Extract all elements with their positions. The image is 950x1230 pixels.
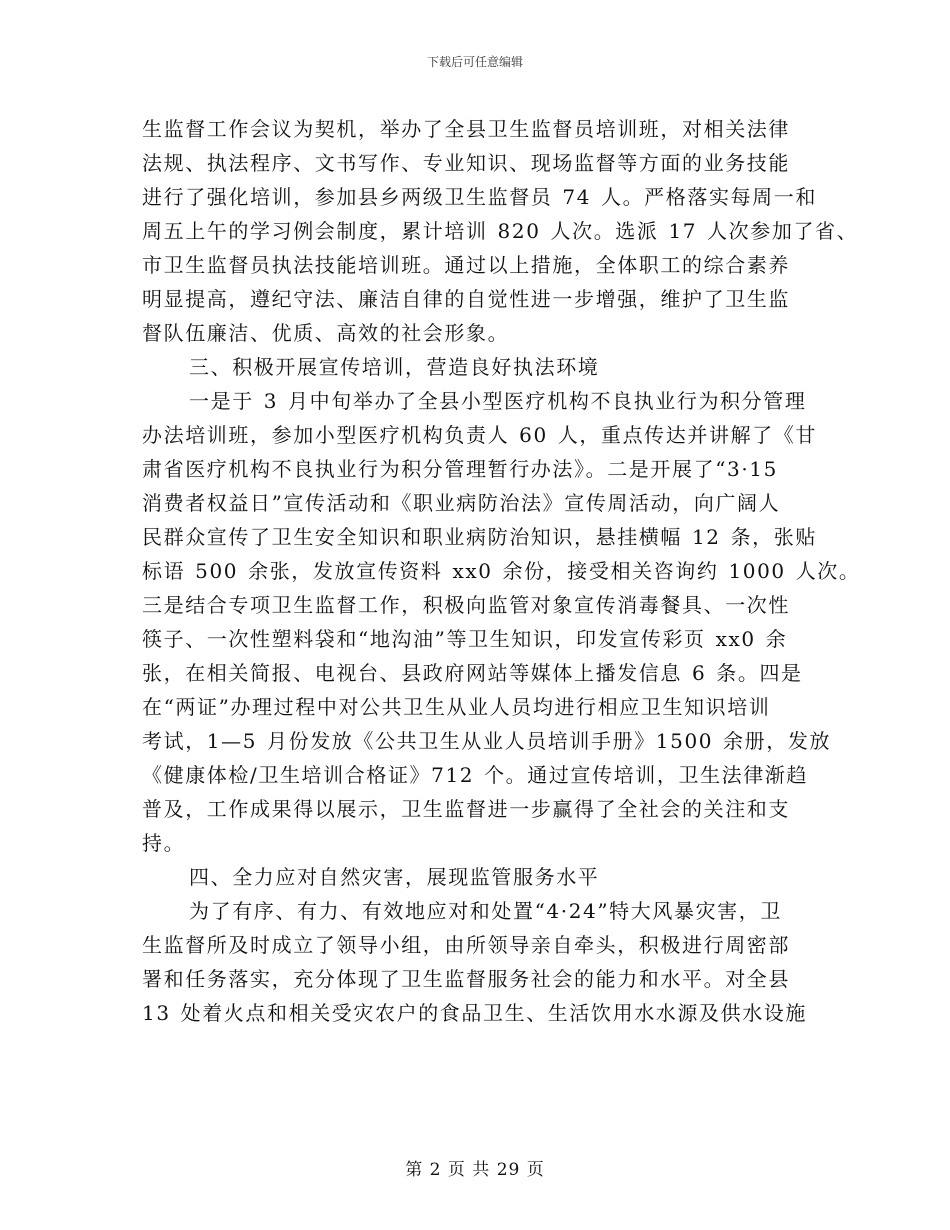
text-line: 周五上午的学习例会制度，累计培训 820 人次。选派 17 人次参加了省、 — [142, 219, 859, 243]
text-line: 在“两证”办理过程中对公共卫生从业人员均进行相应卫生知识培训 — [142, 695, 771, 719]
text-line: 明显提高，遵纪守法、廉洁自律的自觉性进一步增强，维护了卫生监 — [142, 287, 790, 311]
text-line: 三是结合专项卫生监督工作，积极向监管对象宣传消毒餐具、一次性 — [142, 593, 790, 617]
section-heading: 四、全力应对自然灾害，展现监管服务水平 — [189, 865, 600, 889]
text-line: 肃省医疗机构不良执业行为积分管理暂行办法》。二是开展了“3·15 — [142, 457, 778, 481]
text-line: 持。 — [142, 831, 186, 855]
text-line: 民群众宣传了卫生安全知识和职业病防治知识，悬挂横幅 12 条，张贴 — [142, 525, 817, 549]
text-line: 张，在相关简报、电视台、县政府网站等媒体上播发信息 6 条。四是 — [142, 661, 803, 685]
text-line: 一是于 3 月中旬举办了全县小型医疗机构不良执业行为积分管理 — [189, 389, 807, 413]
text-line: 办法培训班，参加小型医疗机构负责人 60 人，重点传达并讲解了《甘 — [142, 423, 817, 447]
section-heading: 三、积极开展宣传培训，营造良好执法环境 — [189, 355, 600, 379]
text-line: 考试，1—5 月份发放《公共卫生从业人员培训手册》1500 余册，发放 — [142, 729, 832, 753]
text-line: 《健康体检/卫生培训合格证》712 个。通过宣传培训，卫生法律渐趋 — [142, 763, 809, 787]
text-line: 13 处着火点和相关受灾农户的食品卫生、生活饮用水水源及供水设施 — [142, 1001, 808, 1025]
text-line: 普及，工作成果得以展示，卫生监督进一步赢得了全社会的关注和支 — [142, 797, 790, 821]
text-line: 为了有序、有力、有效地应对和处置“4·24”特大风暴灾害，卫 — [189, 899, 782, 923]
text-line: 生监督所及时成立了领导小组，由所领导亲自牵头，积极进行周密部 — [142, 933, 790, 957]
header-note: 下载后可任意编辑 — [426, 55, 523, 69]
text-line: 法规、执法程序、文书写作、专业知识、现场监督等方面的业务技能 — [142, 151, 790, 175]
text-line: 进行了强化培训，参加县乡两级卫生监督员 74 人。严格落实每周一和 — [142, 185, 817, 209]
text-line: 督队伍廉洁、优质、高效的社会形象。 — [142, 321, 510, 345]
text-line: 筷子、一次性塑料袋和“地沟油”等卫生知识，印发宣传彩页 xx0 余 — [142, 627, 788, 651]
text-line: 署和任务落实，充分体现了卫生监督服务社会的能力和水平。对全县 — [142, 967, 790, 991]
text-line: 消费者权益日”宣传活动和《职业病防治法》宣传周活动，向广阔人 — [142, 491, 781, 515]
text-line: 市卫生监督员执法技能培训班。通过以上措施，全体职工的综合素养 — [142, 253, 790, 277]
page-number: 第 2 页 共 29 页 — [405, 1160, 545, 1180]
text-line: 标语 500 余张，发放宣传资料 xx0 余份，接受相关咨询约 1000 人次。 — [142, 559, 861, 583]
text-line: 生监督工作会议为契机，举办了全县卫生监督员培训班，对相关法律 — [142, 117, 790, 141]
